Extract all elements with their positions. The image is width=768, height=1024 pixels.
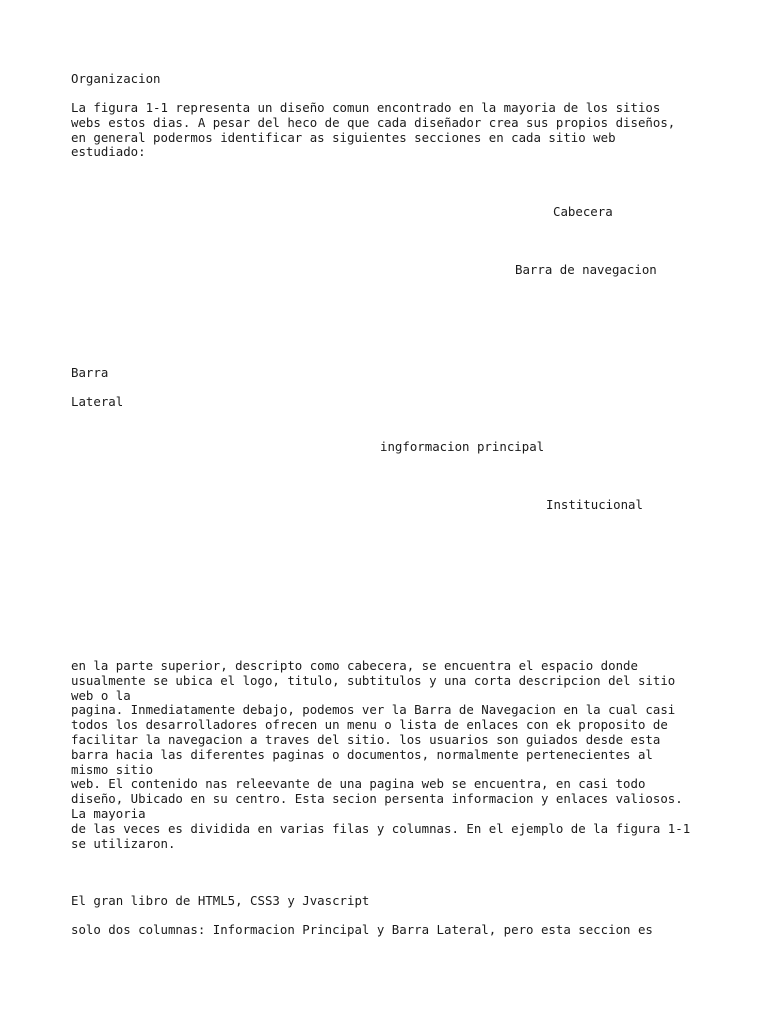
figure-label-barra-navegacion: Barra de navegacion xyxy=(515,262,657,277)
figure-label-barra: Barra xyxy=(71,365,109,380)
intro-paragraph: La figura 1-1 representa un diseño comun encontrado en la mayoria de los sitios webs estos dias. A pesar del heco de que cada diseñador crea sus propios diseños, en general podermos identificar as siguientes secciones en cada sitio web estudiado: xyxy=(71,100,676,160)
continuation-paragraph: solo dos columnas: Informacion Principal y Barra Lateral, pero esta seccion es xyxy=(71,922,653,937)
section-heading: Organizacion xyxy=(71,71,161,86)
figure-label-institucional: Institucional xyxy=(546,497,643,512)
body-paragraph: en la parte superior, descripto como cabecera, se encuentra el espacio donde usualmente se ubica el logo, titulo, subtitulos y una corta descripcion del sitio web o la pagina. Inmediatamente debajo, podemos ver la Barra de Navegacion en la cual casi todos los desarrolladores ofrecen un menu o lista de enlaces con ek proposito de facilitar la navegacion a traves del sitio. los usuarios son guiados desde esta barra hacia las diferentes paginas o documentos, normalmente pertenecientes al mismo sitio web. El contenido nas releevante de una pagina web se encuentra, en casi todo diseño, Ubicado en su centro. Esta secion persenta informacion y enlaces valiosos. La mayoria de las veces es dividida en varias filas y columnas. En el ejemplo de la figura 1-1 se utilizaron. xyxy=(71,658,691,851)
figure-label-cabecera: Cabecera xyxy=(553,204,613,219)
figure-label-informacion-principal: ingformacion principal xyxy=(380,439,545,454)
page-footer-title: El gran libro de HTML5, CSS3 y Jvascript xyxy=(71,893,370,908)
figure-label-lateral: Lateral xyxy=(71,394,124,409)
